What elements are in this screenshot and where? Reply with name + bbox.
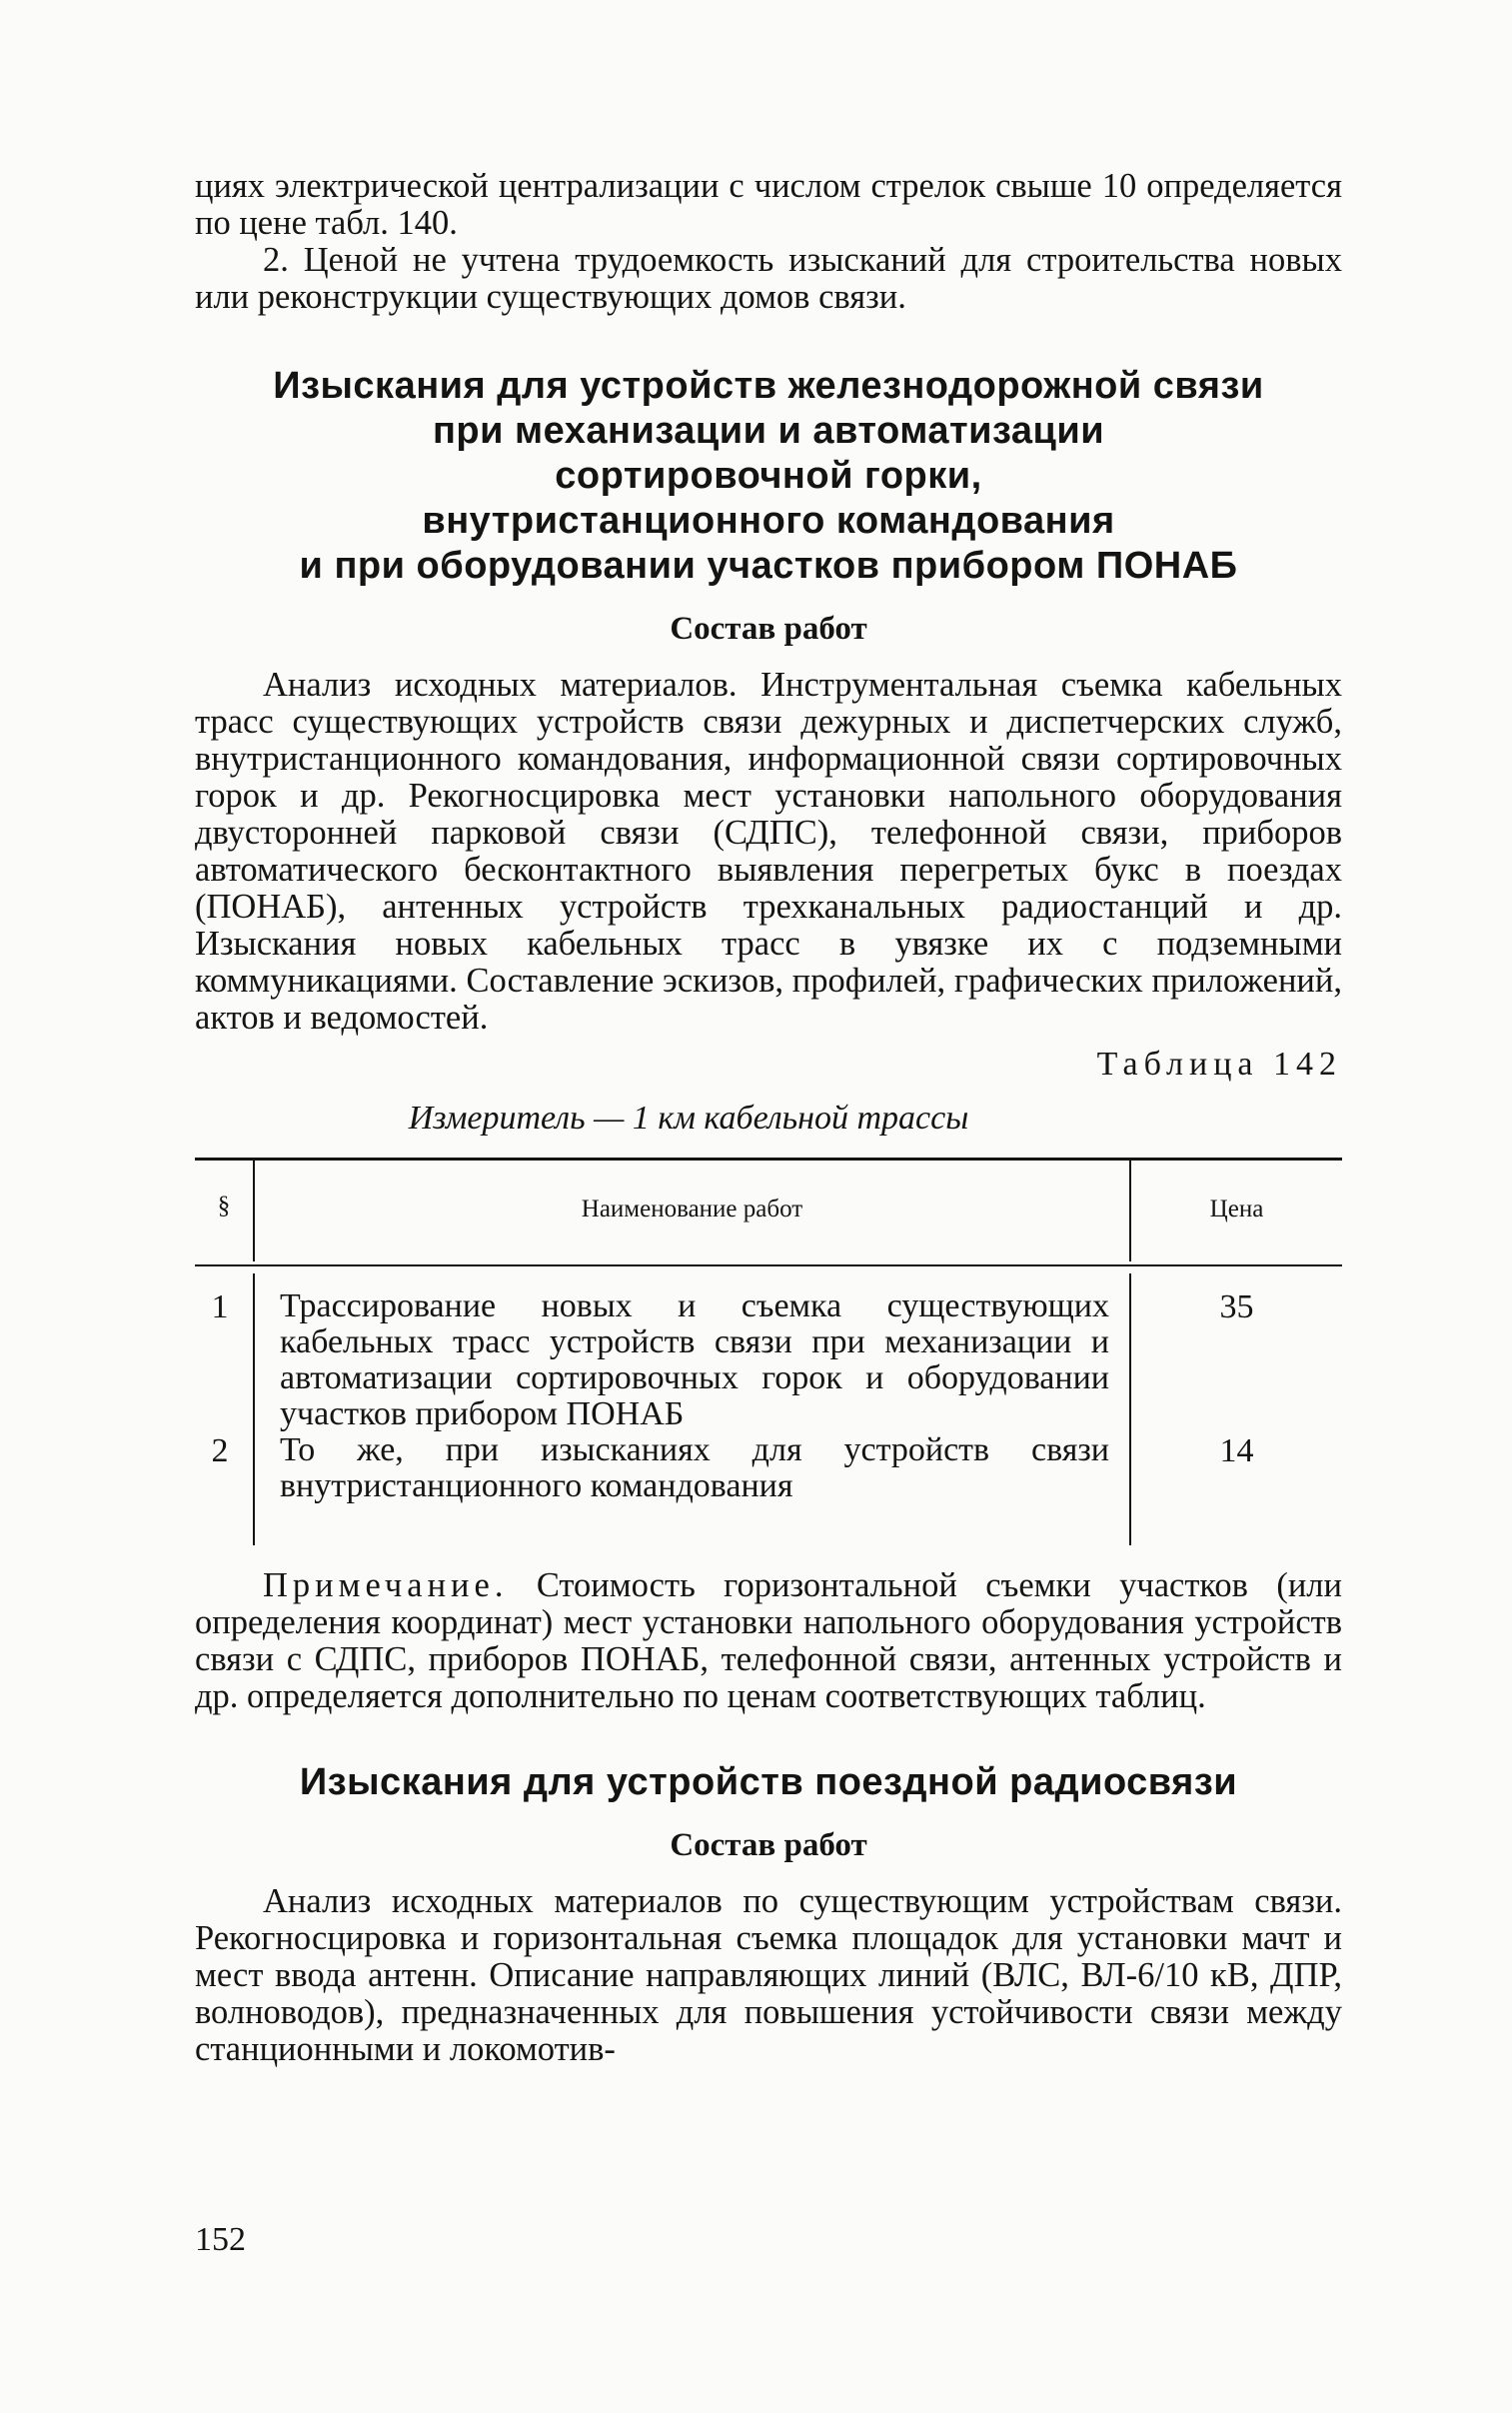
page-content bbox=[195, 168, 1342, 2068]
section1-title bbox=[195, 364, 1342, 589]
table-header-num: § bbox=[217, 1193, 231, 1219]
table-label: Таблица 142 bbox=[1096, 1046, 1342, 1083]
section1-title-line: Изыскания для устройств железнодорожной связи bbox=[273, 365, 1264, 407]
table-row-num: 1 bbox=[211, 1288, 229, 1325]
section2-body: Анализ исходных материалов по существующим устройствам связи. Рекогносцировка и горизонтальная съемка площадок для установки мачт и мест ввода антенн. Описание направляющих линий (ВЛС, ВЛ-6/10 кВ, ДПР, волноводов), предназначенных для повышения устойчивости связи между станционными и локомотив- bbox=[195, 1882, 1342, 2068]
table-row-price: 14 bbox=[1219, 1432, 1254, 1469]
table-row-name: То же, при изысканиях для устройств связи внутристанционного командования bbox=[280, 1431, 1109, 1504]
table-row-num: 2 bbox=[211, 1432, 229, 1469]
section1-subtitle: Состав работ bbox=[670, 611, 867, 647]
table-measure: Измеритель — 1 км кабельной трассы bbox=[408, 1100, 969, 1137]
table-header-rule bbox=[195, 1264, 1342, 1266]
table-top-rule bbox=[195, 1158, 1342, 1161]
section1-body: Анализ исходных материалов. Инструментальная съемка кабельных трасс существующих устройств связи дежурных и диспетчерских служб, внутристанционного командования, информационной связи сортировочных горок и др. Рекогносцировка мест установки напольного оборудования двусторонней парковой связи (СДПС), телефонной связи, приборов автоматического бесконтактного выявления перегретых букс в поездах (ПОНАБ), антенных устройств трехканальных радиостанций и др. Изыскания новых кабельных трасс в увязке их с подземными коммуникациями. Составление эскизов, профилей, графических приложений, актов и ведомостей. bbox=[195, 666, 1342, 1037]
intro-note-2: 2. Ценой не учтена трудоемкость изысканий для строительства новых или реконструкции существующих домов связи. bbox=[195, 241, 1342, 316]
table-header-price: Цена bbox=[1209, 1196, 1264, 1222]
section2-title: Изыскания для устройств поездной радиосвязи bbox=[299, 1761, 1238, 1803]
section2-subtitle: Состав работ bbox=[670, 1827, 867, 1863]
table-header-name: Наименование работ bbox=[581, 1196, 803, 1222]
section1-title-line: при механизации и автоматизации bbox=[432, 410, 1105, 452]
table-row-price: 35 bbox=[1219, 1288, 1254, 1325]
table-row-name: Трассирование новых и съемка существующих кабельных трасс устройств связи при механизации и автоматизации сортировочных горок и оборудовании участков прибором ПОНАБ bbox=[280, 1287, 1109, 1432]
note-label: Примечание. bbox=[263, 1566, 509, 1604]
table-column-divider bbox=[253, 1273, 255, 1545]
section1-title-line: и при оборудовании участков прибором ПОНАБ bbox=[299, 545, 1238, 587]
price-table bbox=[195, 1158, 1342, 1545]
note-text: Стоимость горизонтальной съемки участков (или определения координат) мест установки напольного оборудования устройств связи с СДПС, приборов ПОНАБ, телефонной связи, антенных устройств и др. определяется дополнительно по ценам соответствующих таблиц. bbox=[195, 1566, 1342, 1715]
section1-title-line: сортировочной горки, bbox=[555, 455, 982, 497]
table-note bbox=[195, 1567, 1342, 1715]
section1-title-line: внутристанционного командования bbox=[422, 500, 1115, 542]
intro-continuation: циях электрической централизации с числом стрелок свыше 10 определяется по цене табл. 140. bbox=[195, 167, 1342, 242]
page-number: 152 bbox=[195, 2221, 246, 2258]
